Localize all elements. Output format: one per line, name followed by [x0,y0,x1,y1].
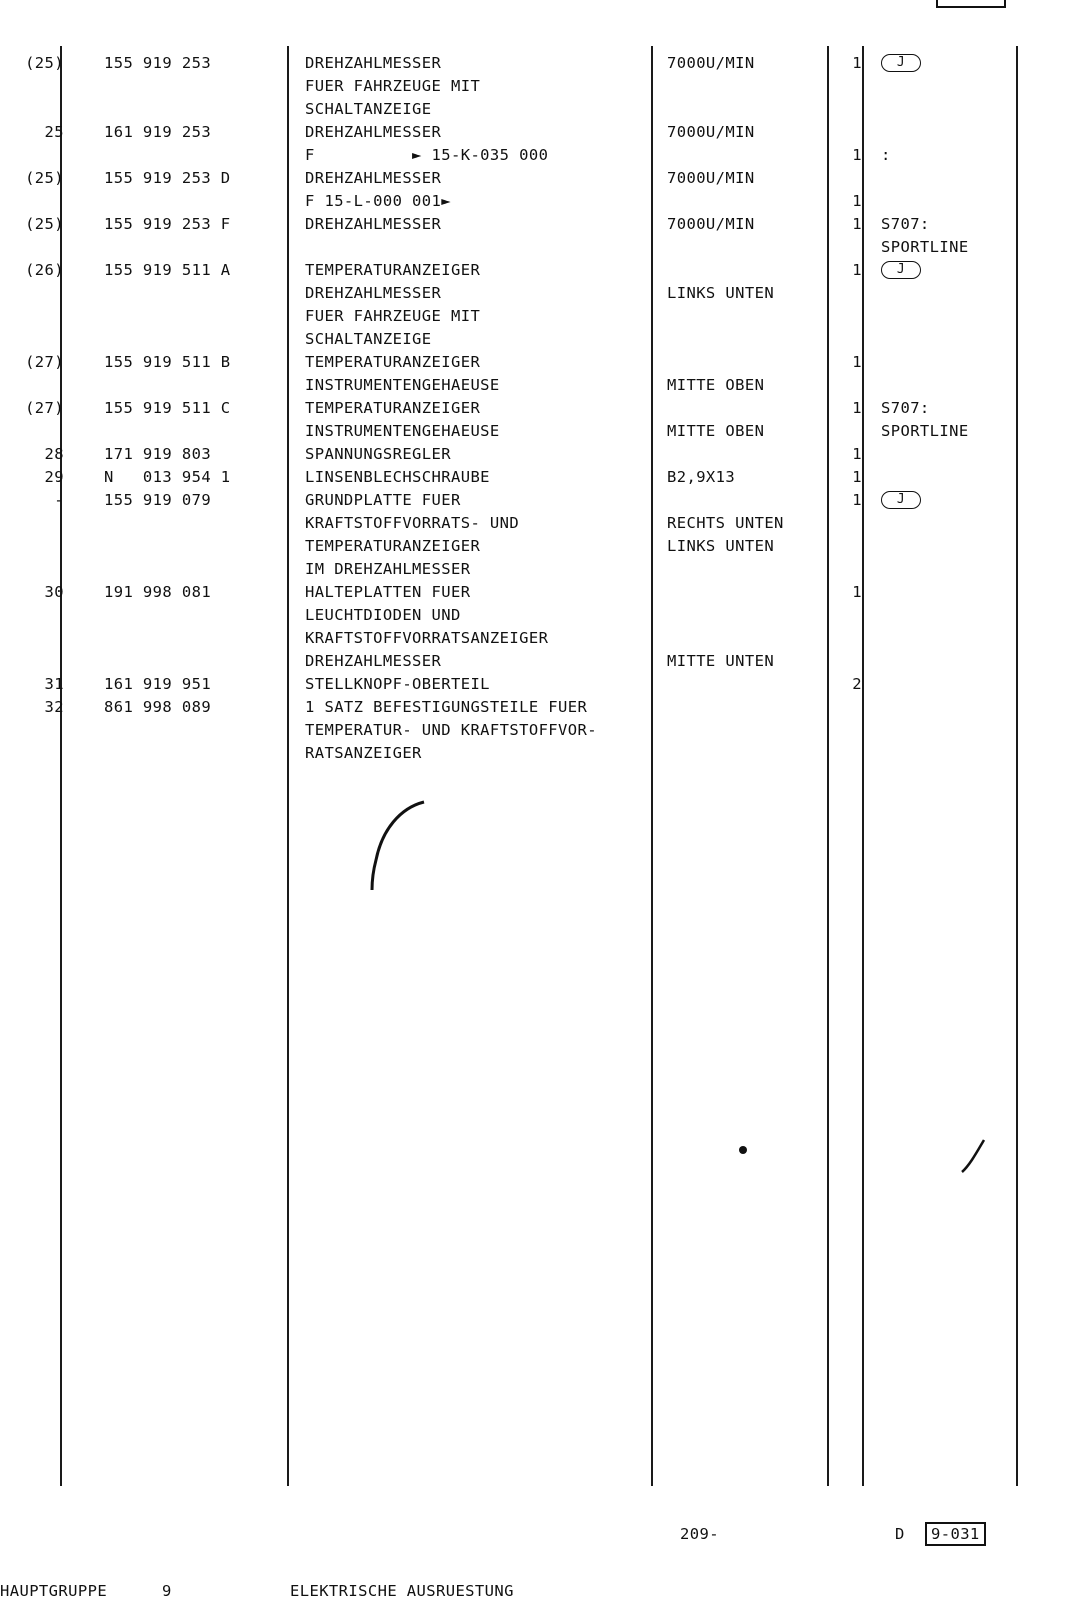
position-number: (25) [25,215,64,233]
position-number: - [54,491,64,509]
part-number: 155 919 511 C [104,399,231,417]
remark: MITTE OBEN [667,376,765,394]
model-note: S707: [881,399,930,417]
description: INSTRUMENTENGEHAEUSE [305,422,500,440]
quantity: 2 [852,675,862,693]
part-number: 155 919 079 [104,491,212,509]
remark: 7000U/MIN [667,169,755,187]
quantity: 1 [852,54,862,72]
position-number: 32 [44,698,64,716]
description: F ► 15-K-035 000 [305,146,549,164]
j-oval-icon: J [881,54,921,72]
description: LEUCHTDIODEN UND [305,606,461,624]
description: DREHZAHLMESSER [305,169,442,187]
j-oval-icon: J [881,491,921,509]
description: TEMPERATURANZEIGER [305,399,481,417]
part-number: 861 998 089 [104,698,212,716]
part-number: 161 919 253 [104,123,212,141]
description: SCHALTANZEIGE [305,100,432,118]
part-number: 191 998 081 [104,583,212,601]
part-number: 155 919 253 [104,54,212,72]
part-number: 155 919 253 F [104,215,231,233]
group-number: 9 [162,1582,172,1600]
remark: RECHTS UNTEN [667,514,784,532]
model-note: : [881,146,891,164]
remark: B2,9X13 [667,468,736,486]
remark: 7000U/MIN [667,54,755,72]
part-number: 171 919 803 [104,445,212,463]
position-number: 29 [44,468,64,486]
description: DREHZAHLMESSER [305,652,442,670]
remark: MITTE OBEN [667,422,765,440]
description: INSTRUMENTENGEHAEUSE [305,376,500,394]
quantity: 1 [852,583,862,601]
description: IM DREHZAHLMESSER [305,560,471,578]
description: SCHALTANZEIGE [305,330,432,348]
position-number: (27) [25,399,64,417]
group-title: ELEKTRISCHE AUSRUESTUNG [290,1582,514,1600]
page-letter: D [895,1525,905,1543]
description: TEMPERATURANZEIGER [305,261,481,279]
remark: LINKS UNTEN [667,537,775,555]
position-number: (27) [25,353,64,371]
part-number: 161 919 951 [104,675,212,693]
description: KRAFTSTOFFVORRATS- UND [305,514,520,532]
quantity: 1 [852,146,862,164]
description: FUER FAHRZEUGE MIT [305,77,481,95]
description: DREHZAHLMESSER [305,284,442,302]
model-note: SPORTLINE [881,422,969,440]
quantity: 1 [852,192,862,210]
quantity: 1 [852,353,862,371]
remark: LINKS UNTEN [667,284,775,302]
quantity: 1 [852,399,862,417]
quantity: 1 [852,215,862,233]
description: TEMPERATUR- UND KRAFTSTOFFVOR- [305,721,597,739]
description: DREHZAHLMESSER [305,54,442,72]
description: DREHZAHLMESSER [305,215,442,233]
description: STELLKNOPF-OBERTEIL [305,675,490,693]
group-label: HAUPTGRUPPE [0,1582,108,1600]
remark: 7000U/MIN [667,123,755,141]
page-reference: 9-031 [925,1522,986,1546]
position-number: (25) [25,54,64,72]
part-number: N 013 954 1 [104,468,231,486]
description: DREHZAHLMESSER [305,123,442,141]
description: SPANNUNGSREGLER [305,445,451,463]
description: F 15-L-000 001► [305,192,451,210]
position-number: (25) [25,169,64,187]
model-note: S707: [881,215,930,233]
part-number: 155 919 511 A [104,261,231,279]
part-number: 155 919 511 B [104,353,231,371]
quantity: 1 [852,261,862,279]
description: KRAFTSTOFFVORRATSANZEIGER [305,629,549,647]
quantity: 1 [852,491,862,509]
remark: MITTE UNTEN [667,652,775,670]
j-oval-icon: J [881,261,921,279]
description: TEMPERATURANZEIGER [305,353,481,371]
description: HALTEPLATTEN FUER [305,583,471,601]
position-number: (26) [25,261,64,279]
model-note: SPORTLINE [881,238,969,256]
description: FUER FAHRZEUGE MIT [305,307,481,325]
page-number: 209- [680,1525,719,1543]
description: 1 SATZ BEFESTIGUNGSTEILE FUER [305,698,588,716]
position-number: 31 [44,675,64,693]
part-number: 155 919 253 D [104,169,231,187]
description: LINSENBLECHSCHRAUBE [305,468,490,486]
quantity: 1 [852,445,862,463]
description: TEMPERATURANZEIGER [305,537,481,555]
remark: 7000U/MIN [667,215,755,233]
position-number: 30 [44,583,64,601]
position-number: 28 [44,445,64,463]
description: RATSANZEIGER [305,744,422,762]
position-number: 25 [44,123,64,141]
quantity: 1 [852,468,862,486]
description: GRUNDPLATTE FUER [305,491,461,509]
